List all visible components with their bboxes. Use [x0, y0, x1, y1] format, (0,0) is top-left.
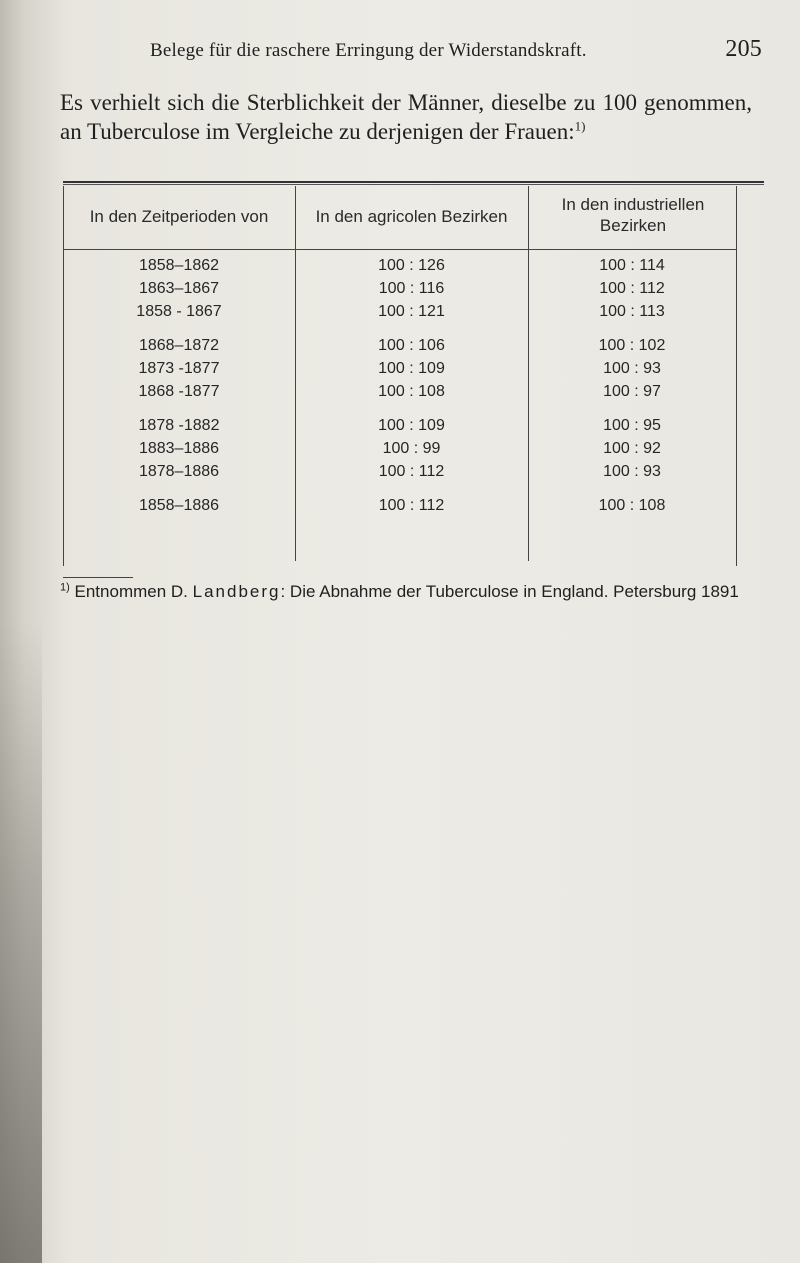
cell-period: 1873 -1877	[138, 360, 220, 377]
cell-agricultural: 100 : 106	[378, 337, 445, 354]
cell-period: 1883–1886	[138, 440, 220, 457]
intro-footnote-mark: 1)	[574, 118, 586, 134]
header-agricultural: In den agricolen Bezirken	[315, 207, 508, 226]
cell-industrial: 100 : 112	[599, 280, 665, 297]
cell-agricultural: 100 : 126	[378, 257, 445, 274]
cell-period: 1868 -1877	[138, 383, 220, 400]
cell-industrial: 100 : 93	[603, 463, 661, 480]
footnote-text-before: Entnommen D.	[74, 582, 188, 601]
table-top-rule	[63, 181, 764, 183]
intro-paragraph	[60, 88, 752, 146]
table-top-rule-thin	[63, 184, 764, 185]
cell-period: 1858–1862	[138, 257, 220, 274]
page-edge-shadow	[0, 620, 42, 1263]
intro-text: Es verhielt sich die Sterblichkeit der Männer, dieselbe zu 100 genommen, an Tuberculose im Vergleiche zu derjenigen der Frauen:	[60, 90, 752, 144]
cell-agricultural: 100 : 109	[378, 417, 445, 434]
table-border-right	[736, 186, 737, 566]
footnote-author: Landberg	[192, 582, 281, 601]
cell-agricultural: 100 : 99	[382, 440, 441, 457]
cell-agricultural: 100 : 108	[378, 383, 445, 400]
footnote-rule	[63, 577, 133, 578]
cell-period: 1863–1867	[138, 280, 220, 297]
header-period: In den Zeitperioden von	[89, 207, 269, 226]
cell-agricultural: 100 : 112	[378, 497, 445, 514]
cell-agricultural: 100 : 109	[378, 360, 445, 377]
cell-period: 1858–1886	[138, 497, 220, 514]
running-title: Belege für die raschere Erringung der Widerstandskraft.	[150, 40, 587, 61]
footnote	[60, 580, 760, 604]
cell-industrial: 100 : 92	[603, 440, 661, 457]
page-number: 205	[725, 36, 762, 62]
cell-agricultural: 100 : 121	[378, 303, 445, 320]
cell-period: 1878–1886	[138, 463, 220, 480]
cell-agricultural: 100 : 112	[378, 463, 445, 480]
mortality-table	[63, 186, 737, 566]
footnote-text-after: : Die Abnahme der Tuberculose in England. Petersburg 1891	[280, 582, 739, 601]
cell-industrial: 100 : 93	[603, 360, 661, 377]
footnote-mark: 1)	[60, 581, 70, 594]
header-industrial: In den industriellen Bezirken	[561, 195, 705, 235]
cell-industrial: 100 : 114	[599, 257, 665, 274]
cell-industrial: 100 : 95	[603, 417, 661, 434]
running-head	[150, 36, 770, 68]
cell-period: 1868–1872	[138, 337, 220, 354]
cell-industrial: 100 : 108	[598, 497, 666, 514]
cell-period: 1878 -1882	[138, 417, 220, 434]
cell-agricultural: 100 : 116	[378, 280, 445, 297]
cell-industrial: 100 : 97	[603, 383, 661, 400]
header-rule	[63, 249, 737, 250]
cell-industrial: 100 : 113	[599, 303, 665, 320]
cell-period: 1858 - 1867	[136, 303, 222, 320]
cell-industrial: 100 : 102	[598, 337, 666, 354]
